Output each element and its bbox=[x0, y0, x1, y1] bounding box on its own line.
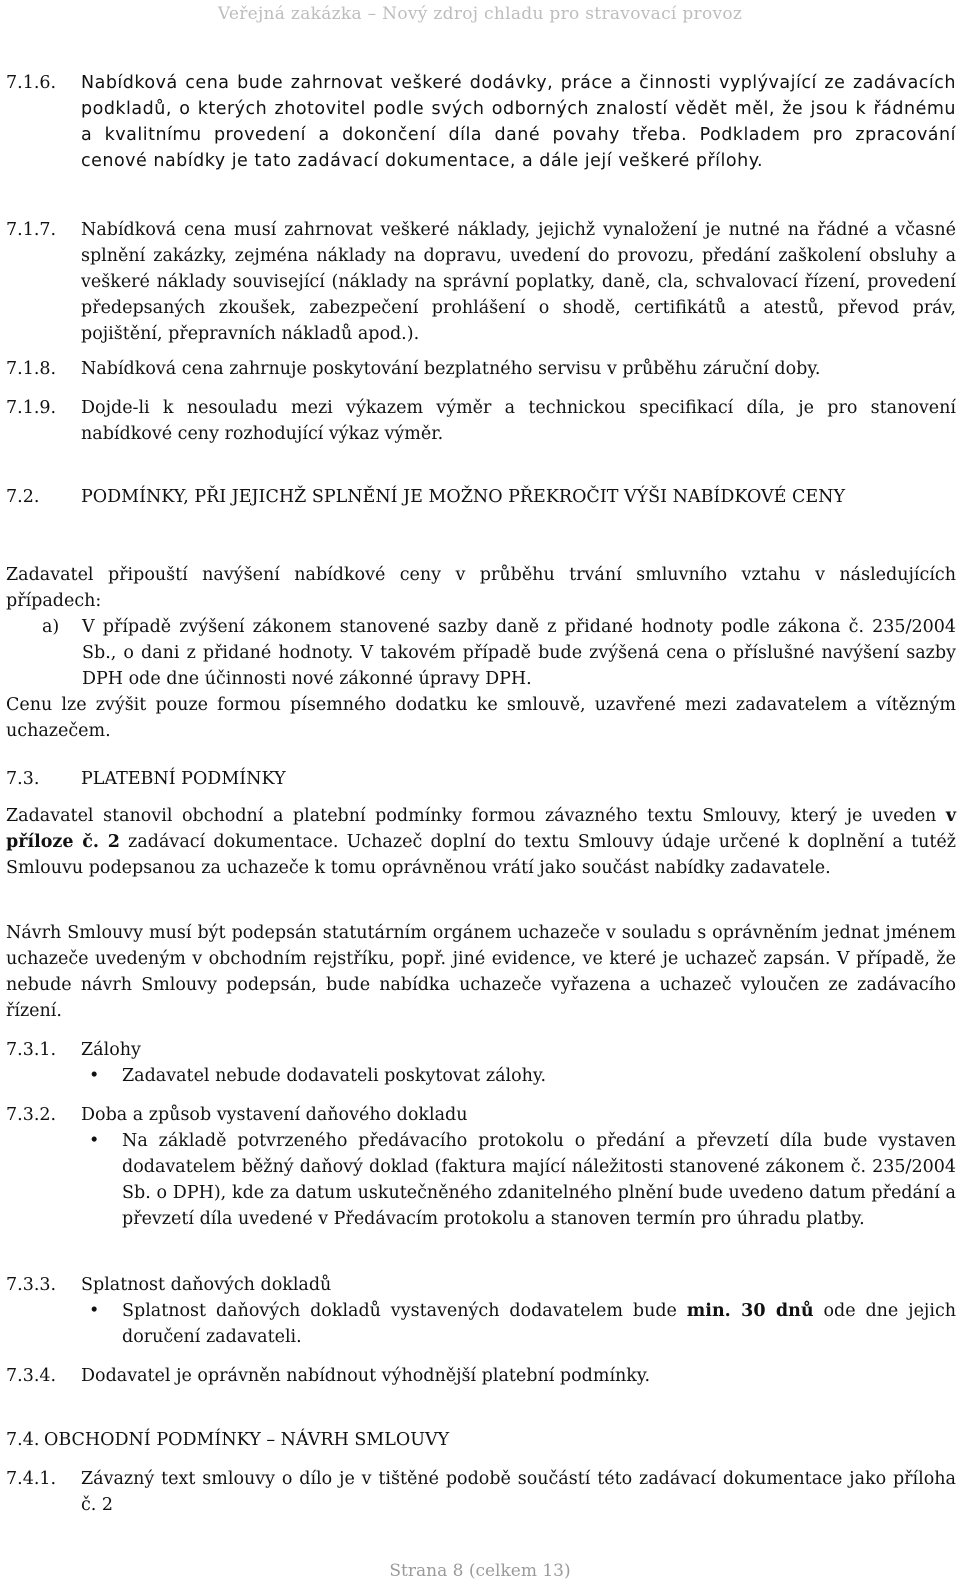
bullet-icon: • bbox=[89, 1131, 100, 1151]
section-7-3-paragraph-1 bbox=[6, 803, 956, 881]
section-7-2-heading bbox=[6, 484, 956, 510]
bold-term: min. 30 dnů bbox=[686, 1301, 814, 1321]
paragraph: Zadavatel stanovil obchodní a platební podmínky formou závazného textu Smlouvy, který je uveden v příloze č. 2 zadávací dokumentace. Uchazeč doplní do textu Smlouvy údaje určené k doplnění a tutéž Smlouvu podepsanou za uchazeče k tomu oprávněnou vrátí jako součást nabídky zadavatele. bbox=[6, 806, 956, 878]
bullet-list bbox=[6, 1063, 956, 1089]
section-text: Nabídková cena bude zahrnovat veškeré dodávky, práce a činnosti vyplývající ze zadávacích podkladů, o kterých zhotovitel podle svých odborných znalostí vědět měl, že jsou k řádnému a kvalitnímu provedení a dokončení díla dané povahy třeba. Podkladem pro zpracování cenové nabídky je tato zadávací dokumentace, a dále její veškeré přílohy. bbox=[81, 73, 956, 171]
section-number: 7.4.1. bbox=[6, 1469, 57, 1489]
section-7-1-8 bbox=[6, 356, 956, 382]
ordered-list bbox=[6, 614, 956, 692]
section-7-1-9 bbox=[6, 395, 956, 447]
paragraph: Zadavatel připouští navýšení nabídkové ceny v průběhu trvání smluvního vztahu v následujících případech: bbox=[6, 565, 956, 611]
bold-reference: v příloze č. 2 bbox=[6, 806, 956, 852]
list-item: • Na základě potvrzeného předávacího protokolu o předání a převzetí díla bude vystaven dodavatelem běžný daňový doklad (faktura mající náležitosti stanovené zákonem č. 235/2004 Sb. o DPH), kde za datum uskutečněného zdanitelného plnění bude uvedeno datum předání a převzetí díla uvedené v Předávacím protokolu a stanoven termín pro úhradu platby. bbox=[92, 1128, 956, 1232]
paragraph: Cenu lze zvýšit pouze formou písemného dodatku ke smlouvě, uzavřené mezi zadavatelem a vítězným uchazečem. bbox=[6, 695, 956, 741]
section-number: 7.4. bbox=[6, 1430, 40, 1450]
section-title: PODMÍNKY, PŘI JEJICHŽ SPLNĚNÍ JE MOŽNO PŘEKROČIT VÝŠI NABÍDKOVÉ CENY bbox=[81, 487, 846, 507]
section-7-3-2 bbox=[6, 1102, 956, 1232]
section-text: Nabídková cena zahrnuje poskytování bezplatného servisu v průběhu záruční doby. bbox=[81, 359, 821, 379]
section-number: 7.2. bbox=[6, 487, 40, 507]
section-7-3-3 bbox=[6, 1272, 956, 1350]
section-7-4-heading bbox=[6, 1427, 956, 1453]
section-text: Dodavatel je oprávněn nabídnout výhodnější platební podmínky. bbox=[81, 1366, 651, 1386]
section-number: 7.1.7. bbox=[6, 220, 57, 240]
section-number: 7.3.2. bbox=[6, 1105, 57, 1125]
section-number: 7.3.1. bbox=[6, 1040, 57, 1060]
section-number: 7.1.6. bbox=[6, 73, 57, 93]
section-title: Doba a způsob vystavení daňového dokladu bbox=[81, 1105, 468, 1125]
section-title: Zálohy bbox=[81, 1040, 141, 1060]
section-number: 7.1.9. bbox=[6, 398, 57, 418]
section-7-3-4 bbox=[6, 1363, 956, 1389]
section-7-2-body bbox=[6, 562, 956, 744]
section-number: 7.3. bbox=[6, 769, 40, 789]
paragraph: Návrh Smlouvy musí být podepsán statutárním orgánem uchazeče v souladu s oprávněním jednat jménem uchazeče uvedeným v obchodním rejstříku, popř. jiné evidence, ve které je uchazeč zapsán. V případě, že nebude návrh Smlouvy podepsán, bude nabídka uchazeče vyřazena a uchazeč vyloučen ze zadávacího řízení. bbox=[6, 923, 956, 1021]
section-7-1-7 bbox=[6, 217, 956, 347]
section-text: Dojde-li k nesouladu mezi výkazem výměr a technickou specifikací díla, je pro stanovení nabídkové ceny rozhodující výkaz výměr. bbox=[81, 398, 956, 444]
section-number: 7.3.3. bbox=[6, 1275, 57, 1295]
section-7-3-heading bbox=[6, 766, 956, 792]
bullet-list bbox=[6, 1128, 956, 1232]
section-7-3-paragraph-2 bbox=[6, 920, 956, 1024]
section-title: OBCHODNÍ PODMÍNKY – NÁVRH SMLOUVY bbox=[44, 1430, 450, 1450]
list-item: • Zadavatel nebude dodavateli poskytovat zálohy. bbox=[92, 1063, 956, 1089]
bullet-icon: • bbox=[89, 1301, 100, 1321]
page-header: Veřejná zakázka – Nový zdroj chladu pro stravovací provoz bbox=[217, 4, 743, 24]
section-title: Splatnost daňových dokladů bbox=[81, 1275, 332, 1295]
section-7-4-1 bbox=[6, 1466, 956, 1518]
section-text: Nabídková cena musí zahrnovat veškeré náklady, jejichž vynaložení je nutné na řádné a včasné splnění zakázky, zejména náklady na dopravu, uvedení do provozu, předání zaškolení obsluhy a veškeré náklady související (náklady na správní poplatky, daně, cla, schvalovací řízení, provedení předepsaných zkoušek, zabezpečení prohlášení o shodě, certifikátů a atestů, převod práv, pojištění, přepravních nákladů apod.). bbox=[81, 220, 956, 344]
page-footer: Strana 8 (celkem 13) bbox=[389, 1561, 571, 1581]
section-number: 7.1.8. bbox=[6, 359, 57, 379]
list-item-label: a) bbox=[42, 617, 60, 637]
section-number: 7.3.4. bbox=[6, 1366, 57, 1386]
list-item bbox=[42, 614, 956, 692]
section-7-1-6 bbox=[6, 70, 956, 174]
bullet-icon: • bbox=[89, 1066, 100, 1086]
list-item-text: V případě zvýšení zákonem stanovené sazby daně z přidané hodnoty podle zákona č. 235/2004 Sb., o dani z přidané hodnoty. V takovém případě bude zvýšená cena o příslušné navýšení sazby DPH ode dne účinnosti nové zákonné úpravy DPH. bbox=[82, 617, 956, 689]
section-text: Závazný text smlouvy o dílo je v tištěné podobě součástí této zadávací dokumentace jako příloha č. 2 bbox=[81, 1469, 956, 1515]
bullet-list bbox=[6, 1298, 956, 1350]
list-item: • Splatnost daňových dokladů vystavených dodavatelem bude min. 30 dnů ode dne jejich doručení zadavateli. bbox=[92, 1298, 956, 1350]
section-title: PLATEBNÍ PODMÍNKY bbox=[81, 769, 286, 789]
section-7-3-1 bbox=[6, 1037, 956, 1089]
